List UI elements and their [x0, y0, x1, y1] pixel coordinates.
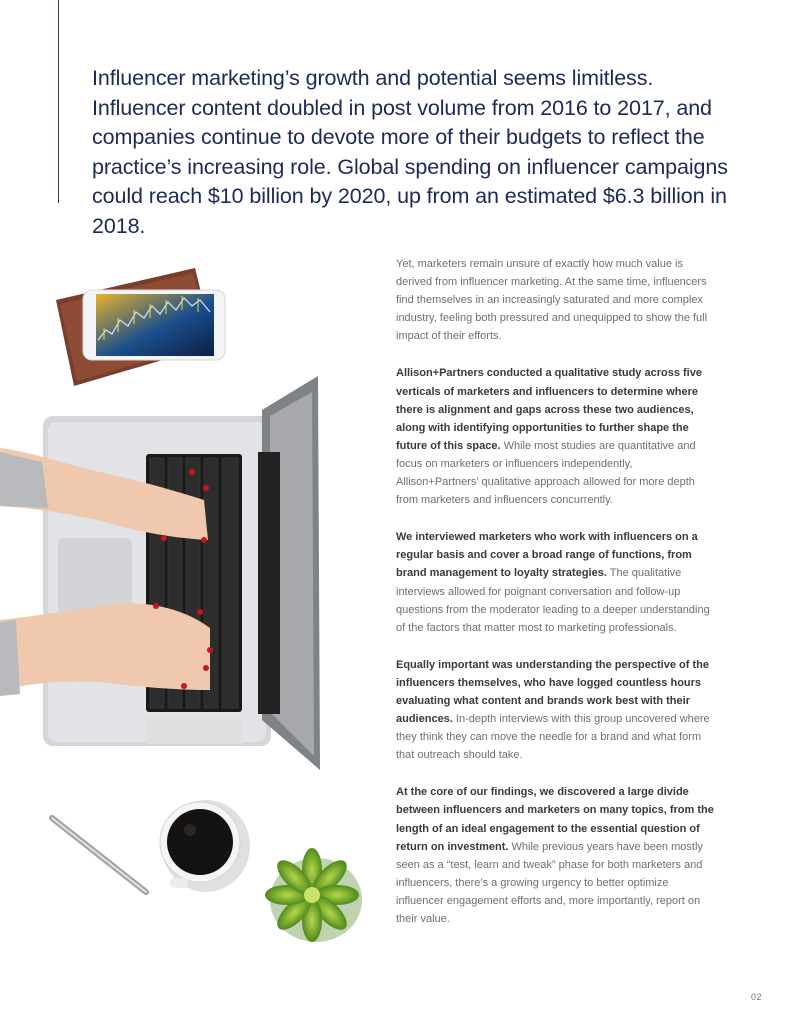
smartphone: [83, 290, 225, 360]
paragraph-study: Allison+Partners conducted a qualitative study across five verticals of marketers and influencers to determine where there is alignment and gaps across these two audiences, along with identifying opportunities to further shape the future of this space. While most studies are quantitative and focus on marketers or influencers independently, Allison+Partners’ qualitative approach allowed for more depth from marketers and influencers concurrently.: [396, 367, 702, 507]
paragraph-lead: We interviewed marketers who work with influencers on a regular basis and cover a broad range of functions, from brand management to loyalty strategies.: [396, 531, 698, 580]
paragraph-marketers: We interviewed marketers who work with influencers on a regular basis and cover a broad range of functions, from brand management to loyalty strategies. The qualitative interviews allowed for poignant conversation and follow-up questions from the moderator leading to a deeper understanding of the factors that matter most to marketing professionals.: [396, 531, 710, 634]
paragraph-lead: Allison+Partners conducted a qualitative study across five verticals of marketers and influencers to determine where there is alignment and gaps across these two audiences, along with identifying opportunities to further shape the future of this space.: [396, 367, 702, 452]
paragraph-intro: Yet, marketers remain unsure of exactly how much value is derived from influencer marketing. At the same time, influencers find themselves in an increasingly saturated and more complex industry, feeling both pressured and unequipped to show the full impact of their efforts.: [396, 258, 708, 343]
vertical-rule: [58, 0, 59, 203]
page-number: 02: [751, 992, 763, 1002]
paragraph-findings: At the core of our findings, we discovered a large divide between influencers and marketers on many topics, from the length of an ideal engagement to the essential question of return on investment. While previous years have been mostly seen as a “test, learn and tweak” phase for both marketers and influencers, there’s a growing urgency to better optimize influencer engagement efforts and, more importantly, report on their value.: [396, 786, 714, 925]
paragraph-lead: At the core of our findings, we discovered a large divide between influencers and marketers on many topics, from the length of an ideal engagement to the essential question of return on investment.: [396, 786, 714, 853]
paragraph-lead: Equally important was understanding the perspective of the influencers themselves, who have logged countless hours evaluating what content and brands work best with their audiences.: [396, 658, 709, 726]
headline: Influencer marketing’s growth and potential seems limitless. Influencer content doubled in post volume from 2016 to 2017, and companies continue to devote more of their budgets to reflect the practice’s increasing role. Global spending on influencer campaigns could reach $10 billion by 2020, up from an estimated $6.3 billion in 2018.: [92, 66, 728, 238]
body-text-column: [396, 255, 714, 947]
laptop: [43, 376, 320, 770]
succulent-plant: [265, 848, 362, 942]
paragraph-influencers: Equally important was understanding the perspective of the influencers themselves, who have logged countless hours evaluating what content and brands work best with their audiences. In-depth interviews with this group uncovered where they think they can move the needle for a brand and what form that outreach should take.: [396, 658, 710, 762]
pen: [52, 818, 146, 892]
coffee-cup: [160, 800, 250, 892]
workspace-photo: [0, 230, 380, 1000]
